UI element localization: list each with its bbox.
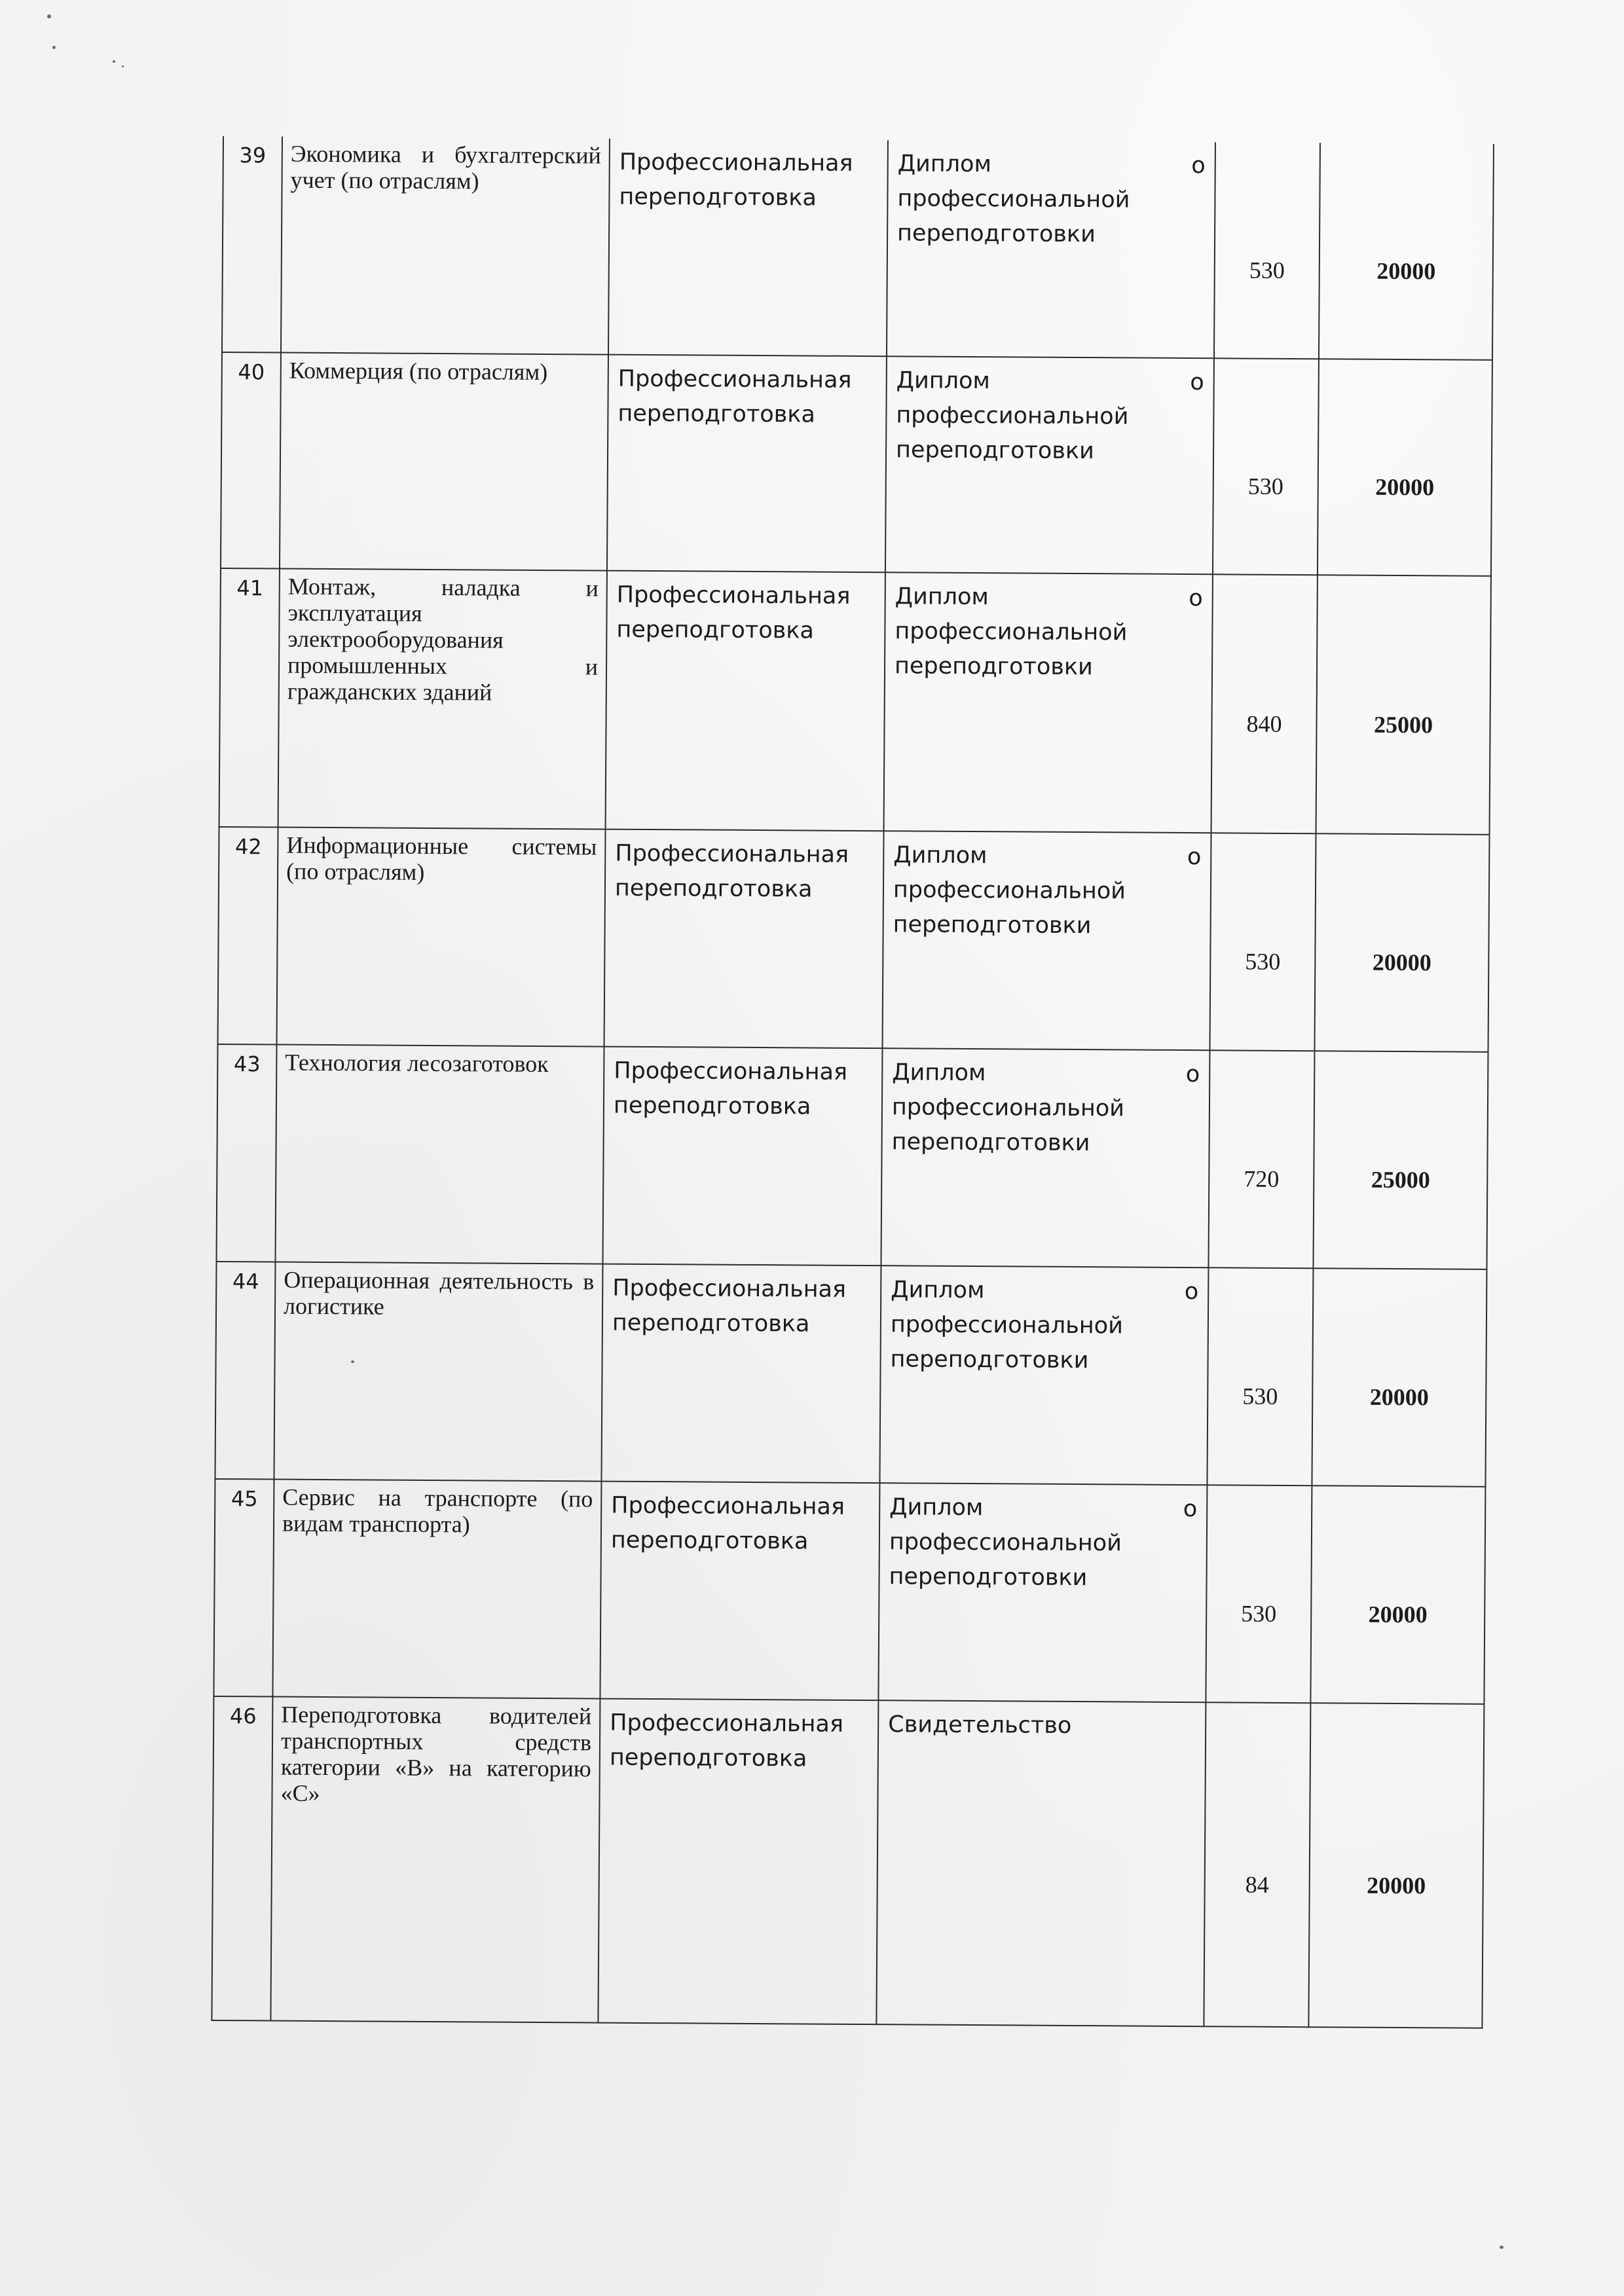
issued-document: [881, 1048, 1209, 1267]
hours-value: 530: [1245, 948, 1281, 975]
hours-cell: [1209, 833, 1316, 1051]
row-number: 39: [222, 136, 282, 353]
programs-table: [211, 136, 1494, 2029]
program-name: Сервис на транспорте (по видам транспорта): [272, 1480, 601, 1699]
table-row: [221, 352, 1492, 576]
hours-cell: [1213, 358, 1319, 575]
table-row: [215, 1262, 1486, 1487]
price-cell: [1318, 359, 1492, 576]
issued-document-first-line: [891, 1273, 1198, 1309]
issued-document: [878, 1483, 1207, 1702]
hours-cell: [1207, 1267, 1313, 1485]
program-name: Коммерция (по отраслям): [280, 353, 608, 571]
issued-document-remainder: профессиональной переподготовки: [891, 1094, 1125, 1157]
issued-document-remainder: профессиональной переподготовки: [896, 185, 1130, 248]
issued-document: [885, 356, 1214, 574]
row-number: 46: [212, 1696, 272, 2021]
hours-cell: [1206, 1485, 1312, 1703]
training-type: Профессиональная переподготовка: [600, 1482, 879, 1701]
issued-document-word: Свидетельство: [888, 1711, 1072, 1739]
issued-document-first-line: [895, 579, 1203, 616]
issued-document-remainder: профессиональной переподготовки: [894, 618, 1128, 681]
program-name: Информационные системы (по отраслям): [277, 828, 606, 1047]
issued-document-remainder: профессиональной переподготовки: [889, 1529, 1122, 1592]
issued-document-word: Диплом: [889, 1494, 984, 1522]
issued-document: [883, 831, 1211, 1050]
training-type: Профессиональная переподготовка: [607, 355, 887, 573]
issued-document-first-line: [893, 838, 1201, 875]
issued-document-preposition: о: [1184, 1279, 1199, 1305]
issued-document-preposition: о: [1191, 153, 1206, 179]
price-value: 20000: [1368, 1601, 1428, 1628]
hours-cell: [1204, 1702, 1310, 2027]
issued-document-preposition: о: [1185, 1061, 1200, 1088]
hours-value: 720: [1244, 1165, 1280, 1192]
issued-document: [876, 1700, 1206, 2026]
hours-cell: [1208, 1050, 1314, 1268]
price-value: 20000: [1375, 473, 1435, 501]
table-row: [213, 1479, 1485, 1704]
issued-document-remainder: профессиональной переподготовки: [890, 1311, 1124, 1374]
scan-speck: [52, 46, 56, 49]
price-cell: [1319, 143, 1494, 360]
program-name: Переподготовка водителей транспортных средств категории «В» на категорию «С»: [270, 1697, 600, 2023]
issued-document-first-line: [889, 1490, 1197, 1527]
scan-speck: [122, 65, 124, 67]
row-number: 40: [221, 352, 281, 569]
hours-value: 530: [1249, 257, 1285, 283]
program-name: Экономика и бухгалтерский учет (по отраслям): [281, 137, 610, 355]
row-number: 44: [215, 1262, 275, 1480]
hours-cell: [1214, 142, 1320, 359]
issued-document-remainder: профессиональной переподготовки: [893, 877, 1126, 939]
training-type: Профессиональная переподготовка: [604, 829, 884, 1049]
issued-document: [887, 140, 1215, 358]
training-type: Профессиональная переподготовка: [598, 1699, 878, 2025]
training-type: Профессиональная переподготовка: [601, 1264, 881, 1484]
issued-document: [884, 572, 1213, 833]
issued-document-word: Диплом: [891, 1277, 985, 1304]
row-number: 41: [219, 568, 280, 828]
price-value: 25000: [1373, 711, 1433, 738]
row-number: 43: [216, 1044, 276, 1262]
issued-document: [879, 1266, 1208, 1485]
program-name: Операционная деятельность в логистике: [274, 1262, 602, 1482]
program-name: Монтаж, наладка и эксплуатация электрооборудования промышленных и гражданских зданий: [278, 569, 607, 829]
hours-cell: [1211, 574, 1318, 833]
hours-value: 530: [1247, 473, 1283, 500]
issued-document-word: Диплом: [893, 842, 987, 869]
price-cell: [1316, 575, 1491, 835]
issued-document-first-line: [898, 147, 1206, 183]
table-row: [212, 1696, 1484, 2028]
programs-table-body: [212, 136, 1494, 2028]
price-value: 20000: [1376, 257, 1436, 284]
issued-document-preposition: о: [1187, 844, 1202, 871]
scan-speck: [47, 14, 51, 18]
scan-speck: [1500, 2246, 1504, 2249]
price-cell: [1308, 1703, 1484, 2028]
price-cell: [1313, 1051, 1488, 1269]
program-name: Технология лесозаготовок: [275, 1045, 604, 1264]
issued-document-first-line: [892, 1055, 1200, 1092]
price-cell: [1314, 833, 1489, 1052]
table-row: [216, 1044, 1488, 1269]
issued-document-word: Диплом: [896, 367, 991, 395]
row-number: 45: [213, 1479, 274, 1697]
hours-value: 840: [1246, 710, 1282, 737]
issued-document-preposition: о: [1190, 369, 1204, 396]
issued-document-word: Диплом: [895, 583, 989, 611]
price-value: 20000: [1367, 1872, 1426, 1899]
table-row: [219, 568, 1491, 835]
hours-value: 84: [1245, 1871, 1269, 1898]
training-type: Профессиональная переподготовка: [606, 571, 885, 831]
issued-document-first-line: [896, 363, 1204, 400]
scan-speck: [113, 60, 115, 63]
issued-document-preposition: о: [1189, 585, 1203, 612]
price-value: 25000: [1371, 1166, 1430, 1194]
issued-document-remainder: профессиональной переподготовки: [895, 402, 1129, 465]
price-value: 20000: [1369, 1383, 1429, 1411]
table-row: [222, 136, 1494, 360]
issued-document-word: Диплом: [897, 151, 992, 178]
hours-value: 530: [1242, 1383, 1278, 1410]
training-type: Профессиональная переподготовка: [602, 1047, 882, 1266]
table-row: [218, 827, 1490, 1052]
price-value: 20000: [1372, 949, 1431, 976]
training-type: Профессиональная переподготовка: [608, 139, 888, 357]
issued-document-preposition: о: [1183, 1495, 1198, 1523]
row-number: 42: [218, 827, 278, 1045]
hours-value: 530: [1241, 1600, 1277, 1627]
price-cell: [1312, 1268, 1486, 1487]
price-cell: [1310, 1485, 1485, 1704]
issued-document-first-line: [888, 1707, 1196, 1744]
issued-document-word: Диплом: [892, 1059, 986, 1087]
